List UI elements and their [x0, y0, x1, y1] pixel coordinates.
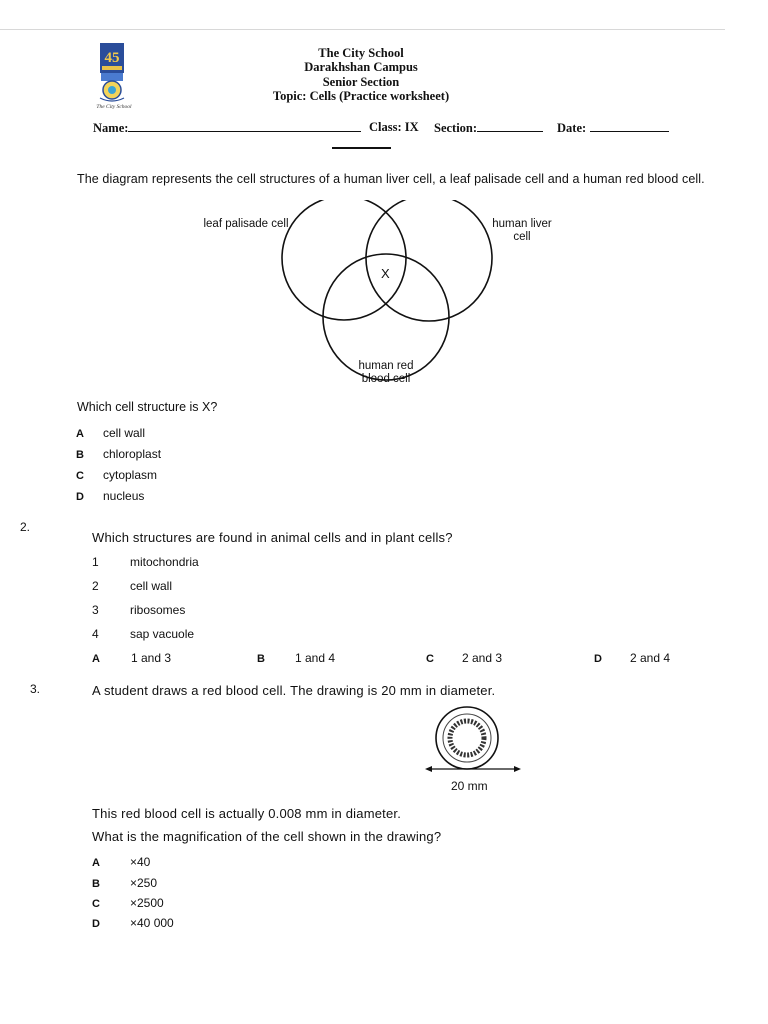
q2-option-text: 2 and 4 — [630, 651, 671, 665]
q1-option-d[interactable] — [76, 487, 144, 505]
q2-item-2 — [92, 577, 172, 595]
scale-arrow — [425, 762, 521, 774]
q3-option-b[interactable] — [92, 874, 157, 892]
school-name: The City School — [318, 46, 404, 60]
q2-item-num: 1 — [92, 555, 99, 569]
section-blank[interactable] — [477, 120, 543, 132]
q3-line1: This red blood cell is actually 0.008 mm in diameter. — [92, 806, 402, 821]
name-blank[interactable] — [128, 120, 361, 132]
q2-option-text: 2 and 3 — [462, 651, 503, 665]
q3-option-letter: D — [92, 918, 100, 930]
q1-option-c[interactable] — [76, 466, 157, 484]
class-label: Class: IX — [369, 120, 419, 134]
q2-option-text: 1 and 3 — [131, 651, 172, 665]
liver-cell-circle — [366, 200, 492, 321]
q1-option-text: nucleus — [103, 489, 145, 503]
q2-option-letter: D — [594, 653, 602, 665]
q1-option-text: cell wall — [103, 426, 146, 440]
q2-option-text: 1 and 4 — [295, 651, 336, 665]
q1-option-text: cytoplasm — [103, 468, 158, 482]
scale-label: 20 mm — [451, 779, 488, 793]
q2-item-text: cell wall — [130, 579, 173, 593]
q2-option-letter: B — [257, 653, 265, 665]
q2-number: 2. — [20, 520, 31, 534]
q2-item-1 — [92, 553, 199, 571]
q2-item-num: 4 — [92, 627, 99, 641]
q2-item-4 — [92, 625, 194, 643]
q2-option-b[interactable] — [257, 649, 335, 667]
q2-item-num: 3 — [92, 603, 99, 617]
q1-option-b[interactable] — [76, 445, 161, 463]
q1-option-letter: D — [76, 491, 84, 503]
q3-option-letter: C — [92, 898, 100, 910]
top-divider — [0, 29, 725, 30]
name-field-row — [93, 120, 361, 136]
q2-stem: Which structures are found in animal cells and in plant cells? — [92, 530, 453, 545]
q2-option-letter: C — [426, 653, 434, 665]
q2-item-text: ribosomes — [130, 603, 186, 617]
section-field-row — [434, 120, 543, 136]
q2-option-d[interactable] — [594, 649, 670, 667]
q2-item-text: sap vacuole — [130, 627, 195, 641]
section-label: Section: — [434, 121, 478, 135]
q2-item-num: 2 — [92, 579, 99, 593]
svg-text:45: 45 — [104, 50, 120, 66]
q3-option-a[interactable] — [92, 853, 150, 871]
q3-option-c[interactable] — [92, 894, 164, 912]
q3-option-d[interactable] — [92, 914, 174, 932]
worksheet-topic: Topic: Cells (Practice worksheet) — [272, 89, 450, 103]
q1-option-text: chloroplast — [103, 447, 162, 461]
leaf-palisade-circle — [282, 200, 406, 320]
q1-question: Which cell structure is X? — [77, 400, 218, 414]
q1-option-letter: B — [76, 449, 84, 461]
q3-line2: What is the magnification of the cell shown in the drawing? — [92, 829, 442, 844]
q3-option-letter: B — [92, 878, 100, 890]
q2-option-letter: A — [92, 653, 100, 665]
q1-option-letter: C — [76, 470, 84, 482]
q3-option-text: ×40 — [130, 855, 151, 869]
q2-item-3 — [92, 601, 185, 619]
q1-option-letter: A — [76, 428, 84, 440]
date-blank[interactable] — [590, 120, 669, 132]
underline-mark — [332, 147, 391, 149]
q1-option-a[interactable] — [76, 424, 145, 442]
section-name: Senior Section — [322, 75, 400, 89]
q1-stem: The diagram represents the cell structures of a human liver cell, a leaf palisade cell and a human red blood cell. — [77, 172, 705, 186]
q3-option-text: ×40 000 — [130, 916, 174, 930]
venn-label-leaf: leaf palisade cell — [203, 218, 289, 230]
q2-item-text: mitochondria — [130, 555, 199, 569]
q2-option-a[interactable] — [92, 649, 171, 667]
q3-number: 3. — [30, 682, 41, 696]
venn-label-x: X — [381, 266, 390, 281]
name-label: Name: — [93, 121, 129, 135]
venn-label-liver: human liver cell — [492, 218, 552, 243]
campus-name: Darakhshan Campus — [304, 60, 418, 74]
q3-stem: A student draws a red blood cell. The drawing is 20 mm in diameter. — [92, 683, 496, 698]
q3-option-text: ×2500 — [130, 896, 164, 910]
logo-caption: The City School — [96, 104, 132, 110]
q3-option-letter: A — [92, 857, 100, 869]
q3-option-text: ×250 — [130, 876, 158, 890]
q2-option-c[interactable] — [426, 649, 502, 667]
date-label: Date: — [557, 121, 587, 135]
date-field-row — [557, 120, 669, 136]
venn-label-rbc: human red blood cell — [358, 360, 414, 385]
